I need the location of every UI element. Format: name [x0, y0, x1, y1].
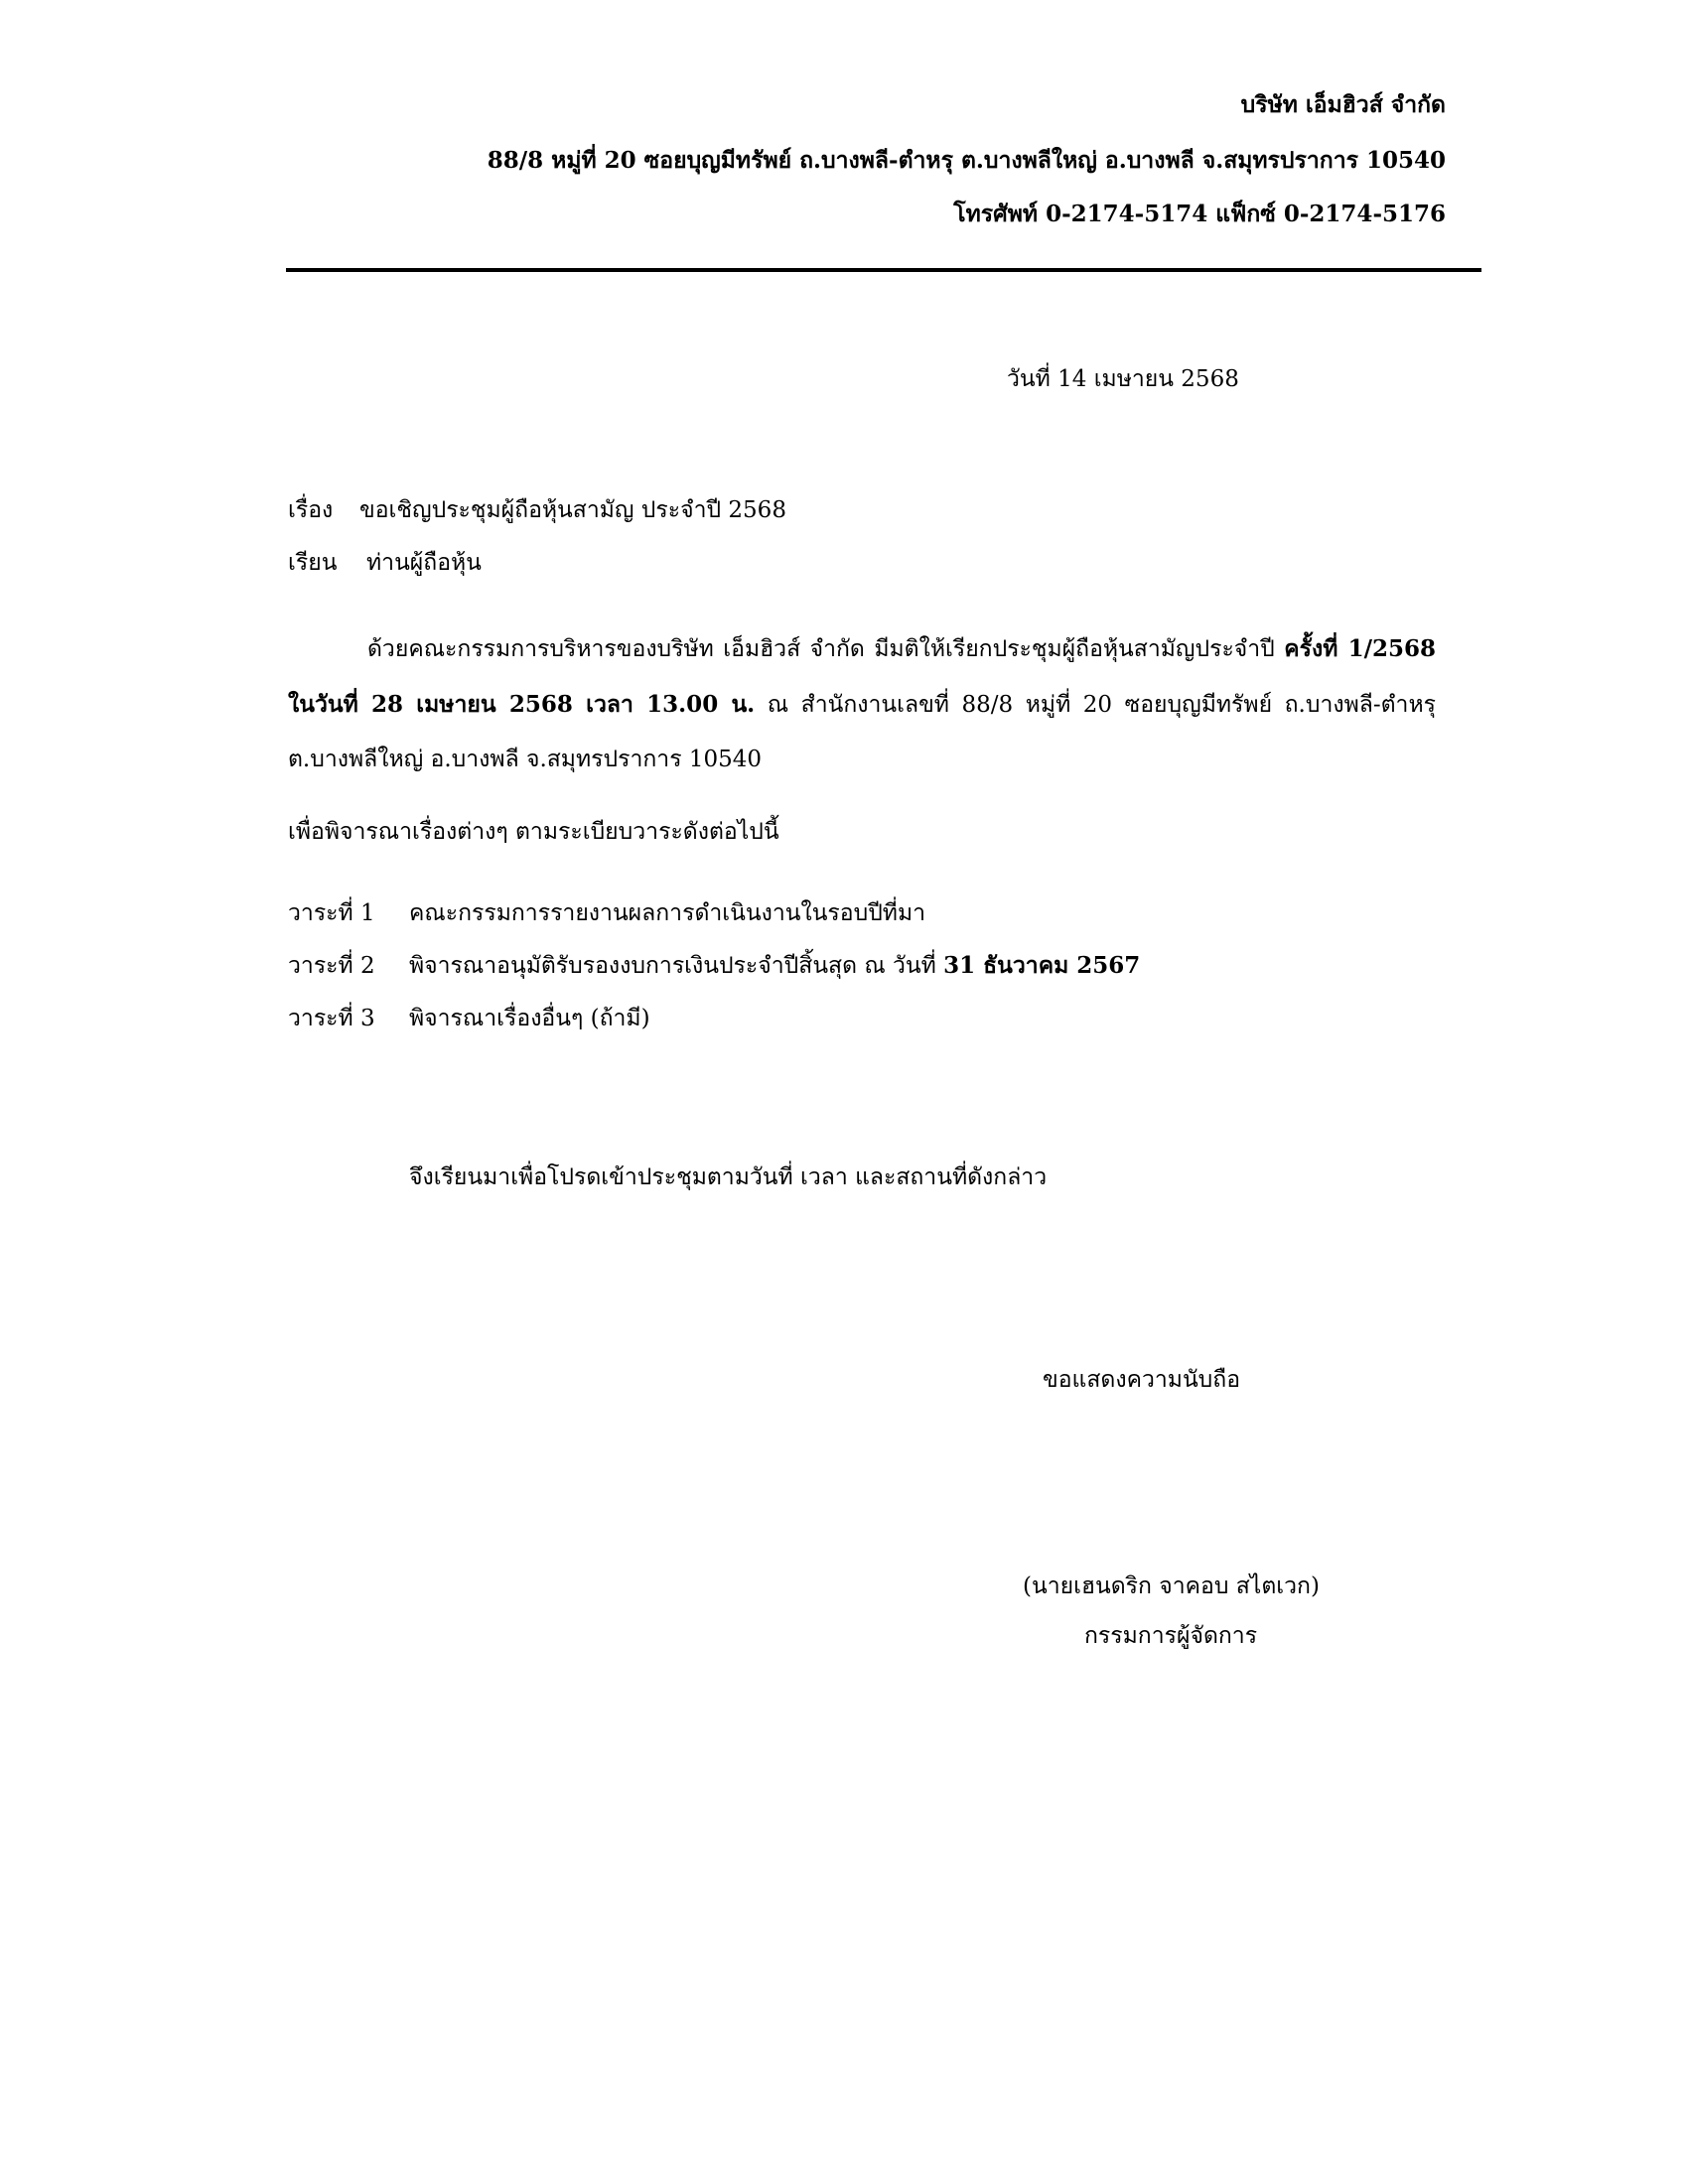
header-divider	[286, 268, 1481, 272]
agenda-text: พิจารณาเรื่องอื่นๆ (ถ้ามี)	[409, 1006, 650, 1031]
agenda-date: 31 ธันวาคม 2567	[943, 952, 1141, 979]
company-contact: โทรศัพท์ 0-2174-5174 แฟ็กซ์ 0-2174-5176	[953, 201, 1446, 227]
agenda-number: วาระที่ 2	[288, 953, 375, 979]
meeting-details: ครั้งที่ 1/2568 ในวันที่ 28 เมษายน 2568 เวลา 13.00 น.	[288, 635, 1436, 718]
body-paragraph	[288, 621, 1436, 787]
agenda-item	[288, 1001, 650, 1036]
agenda-item	[288, 895, 925, 931]
signatory-name: (นายเฮนดริก จาคอบ สไตเวก)	[1023, 1573, 1320, 1599]
recipient-label: เรียน	[288, 550, 338, 576]
company-address: 88/8 หมู่ที่ 20 ซอยบุญมีทรัพย์ ถ.บางพลี-ตำหรุ ต.บางพลีใหญ่ อ.บางพลี จ.สมุทรปราการ 10540	[487, 147, 1446, 174]
complimentary-close: ขอแสดงความนับถือ	[1043, 1367, 1241, 1393]
recipient-text: ท่านผู้ถือหุ้น	[366, 550, 482, 576]
agenda-text: คณะกรรมการรายงานผลการดำเนินงานในรอบปีที่มา	[409, 900, 926, 926]
body-text-part3: ณ สำนักงานเลขที่ 88/8 หมู่ที่ 20 ซอยบุญมีทรัพย์ ถ.บางพลี-ตำหรุ ต.บางพลีใหญ่ อ.บางพลี จ.สมุทรปราการ 10540	[288, 692, 1436, 772]
subject-text: ขอเชิญประชุมผู้ถือหุ้นสามัญ ประจำปี 2568	[359, 497, 786, 523]
subject-label: เรื่อง	[288, 497, 334, 523]
agenda-intro: เพื่อพิจารณาเรื่องต่างๆ ตามระเบียบวาระดังต่อไปนี้	[288, 819, 779, 845]
closing-line: จึงเรียนมาเพื่อโปรดเข้าประชุมตามวันที่ เวลา และสถานที่ดังกล่าว	[409, 1164, 1048, 1190]
subject-line	[288, 492, 786, 528]
agenda-number: วาระที่ 3	[288, 1006, 375, 1031]
body-text-part1: ด้วยคณะกรรมการบริหารของบริษัท เอ็มฮิวส์ จำกัด มีมติให้เรียกประชุมผู้ถือหุ้นสามัญประจำปี	[367, 636, 1285, 662]
agenda-text: พิจารณาอนุมัติรับรองงบการเงินประจำปีสิ้นสุด ณ วันที่	[409, 953, 944, 979]
recipient-line	[288, 545, 482, 581]
signatory-title: กรรมการผู้จัดการ	[1084, 1623, 1258, 1649]
letter-date: วันที่ 14 เมษายน 2568	[1007, 366, 1239, 392]
agenda-item	[288, 948, 1140, 984]
company-name: บริษัท เอ็มฮิวส์ จำกัด	[1240, 91, 1446, 118]
agenda-number: วาระที่ 1	[288, 900, 375, 926]
